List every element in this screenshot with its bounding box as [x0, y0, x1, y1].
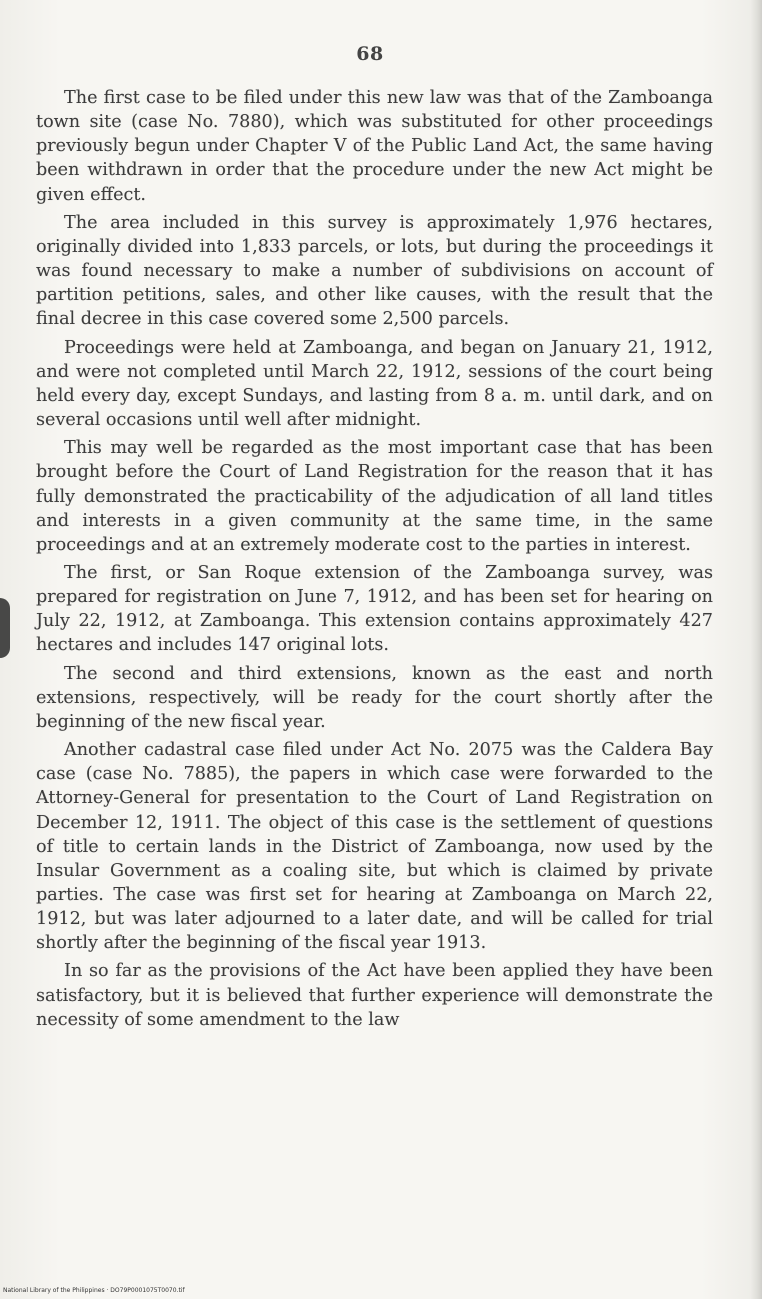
body-text [36, 86, 713, 1036]
paragraph: The first, or San Roque extension of the Zamboanga survey, was prepared for registration on June 7, 1912, and has been set for hearing on July 22, 1912, at Zamboanga. This extension contains approximately 427 hectares and includes 147 original lots. [36, 562, 713, 656]
scan-margin-blot [0, 598, 10, 658]
page-edge-shadow [750, 0, 762, 1299]
page-number: 68 [356, 43, 384, 65]
scan-footer-credit: National Library of the Philippines · DO79P0001075T0070.tif [3, 1287, 185, 1294]
paragraph: The area included in this survey is approximately 1,976 hectares, originally divided into 1,833 parcels, or lots, but during the proceedings it was found necessary to make a number of subdivisions on account of partition petitions, sales, and other like causes, with the result that the final decree in this case covered some 2,500 parcels. [36, 212, 713, 330]
paragraph: The first case to be filed under this new law was that of the Zamboanga town site (case No. 7880), which was substituted for other proceedings previously begun under Chapter V of the Public Land Act, the same having been withdrawn in order that the procedure under the new Act might be given effect. [36, 88, 713, 205]
paragraph: In so far as the provisions of the Act have been applied they have been satisfactory, but it is believed that further experience will demonstrate the necessity of some amendment to the law [36, 961, 713, 1030]
paragraph: This may well be regarded as the most important case that has been brought before the Court of Land Registration for the reason that it has fully demonstrated the practicability of the adjudication of all land titles and interests in a given community at the same time, in the same proceedings and at an extremely moderate cost to the parties in interest. [36, 438, 713, 555]
paragraph: The second and third extensions, known as the east and north extensions, respectively, will be ready for the court shortly after the beginning of the new fiscal year. [36, 663, 713, 732]
paragraph: Another cadastral case filed under Act No. 2075 was the Caldera Bay case (case No. 7885), the papers in which case were forwarded to the Attorney-General for presentation to the Court of Land Registration on December 12, 1911. The object of this case is the settlement of questions of title to certain lands in the District of Zamboanga, now used by the Insular Government as a coaling site, but which is claimed by private parties. The case was first set for hearing at Zamboanga on March 22, 1912, but was later adjourned to a later date, and will be called for trial shortly after the beginning of the fiscal year 1913. [36, 740, 713, 954]
paragraph: Proceedings were held at Zamboanga, and began on January 21, 1912, and were not completed until March 22, 1912, sessions of the court being held every day, except Sundays, and lasting from 8 a. m. until dark, and on several occasions until well after midnight. [36, 337, 713, 431]
